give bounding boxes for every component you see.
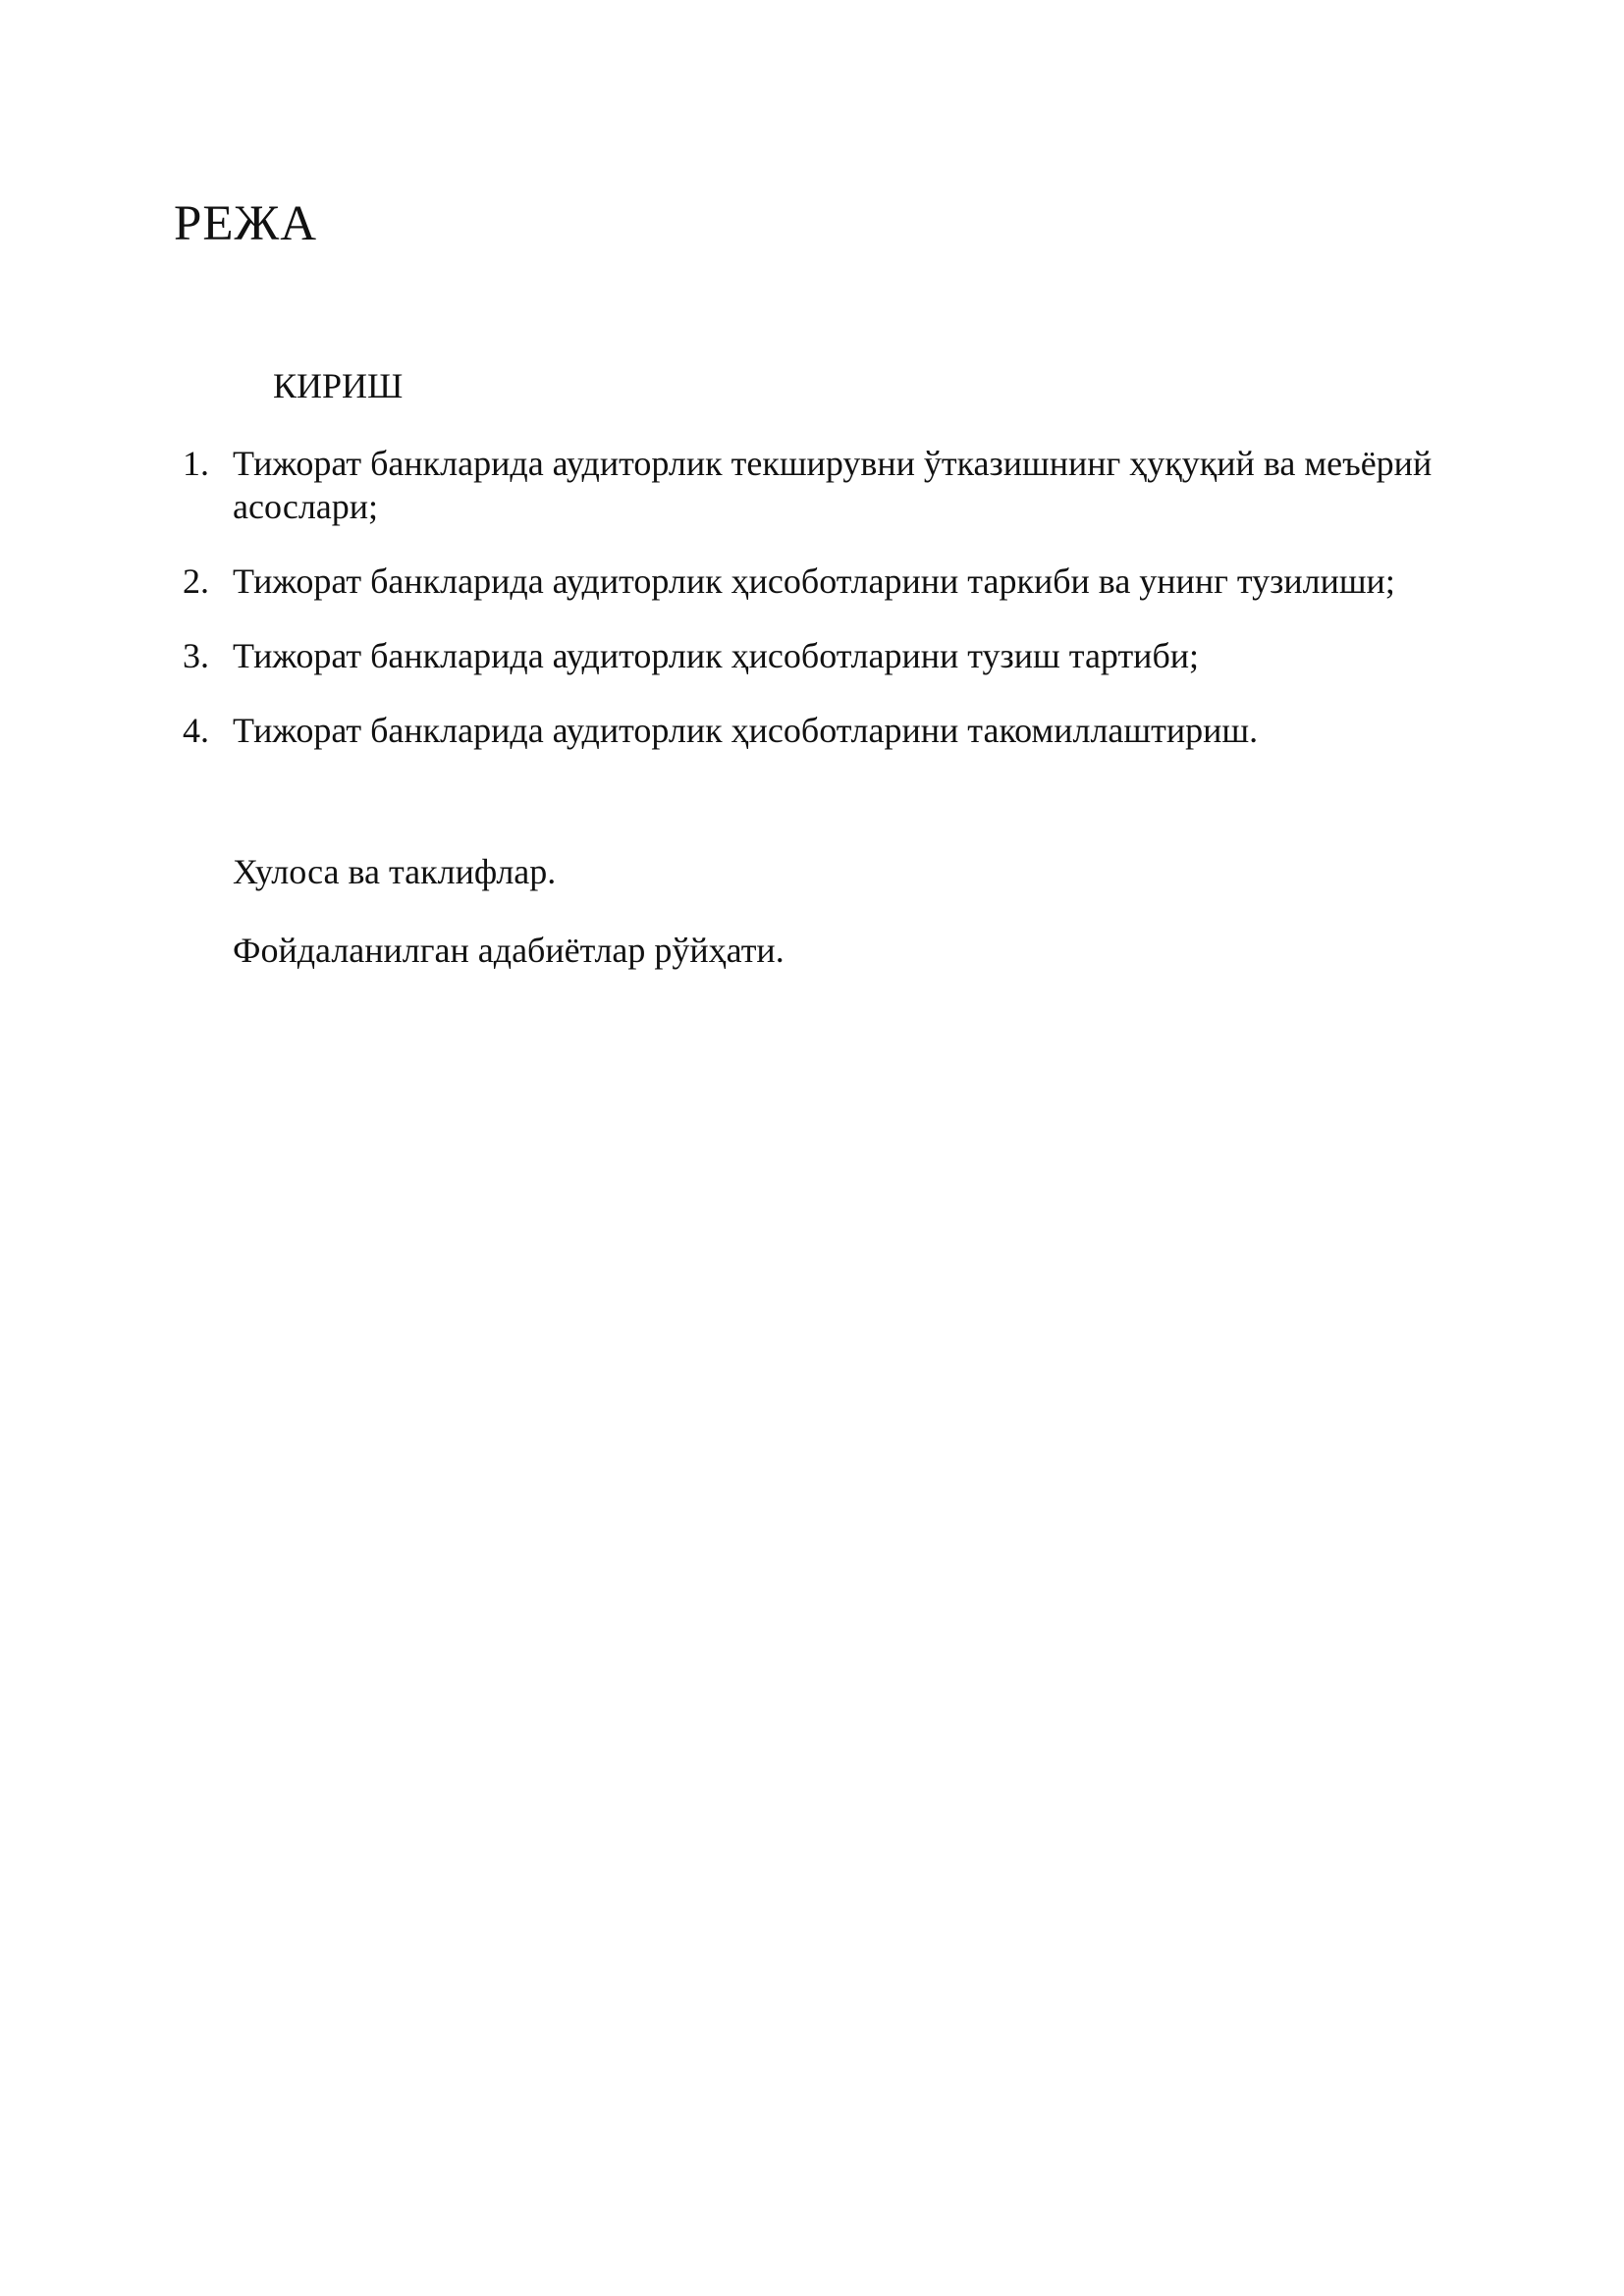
list-item-text: Тижорат банкларида аудиторлик ҳисоботларини тузиш тартиби; [233,636,1200,675]
list-item-text: Тижорат банкларида аудиторлик ҳисоботларини таркиби ва унинг тузилиши; [233,561,1395,601]
intro-heading: КИРИШ [273,366,404,405]
list-item-number: 3. [183,636,209,675]
list-item [0,442,1558,528]
list-item [0,634,1558,677]
list-item-number: 2. [183,561,209,601]
list-item-number: 1. [183,444,209,483]
page-title: РЕЖА [174,196,318,251]
list-item-text: Тижорат банкларида аудиторлик текширувни ўтказишнинг ҳуқуқий ва меъёрий асослари; [233,444,1433,526]
list-item-text: Тижорат банкларида аудиторлик ҳисоботларини такомиллаштириш. [233,711,1259,750]
list-item-number: 4. [183,711,209,750]
list-item [0,709,1558,752]
plan-list [0,442,1624,783]
references-line: Фойдаланилган адабиётлар рўйҳати. [233,931,785,970]
list-item [0,560,1558,603]
conclusions-line: Хулоса ва таклифлар. [233,852,557,891]
